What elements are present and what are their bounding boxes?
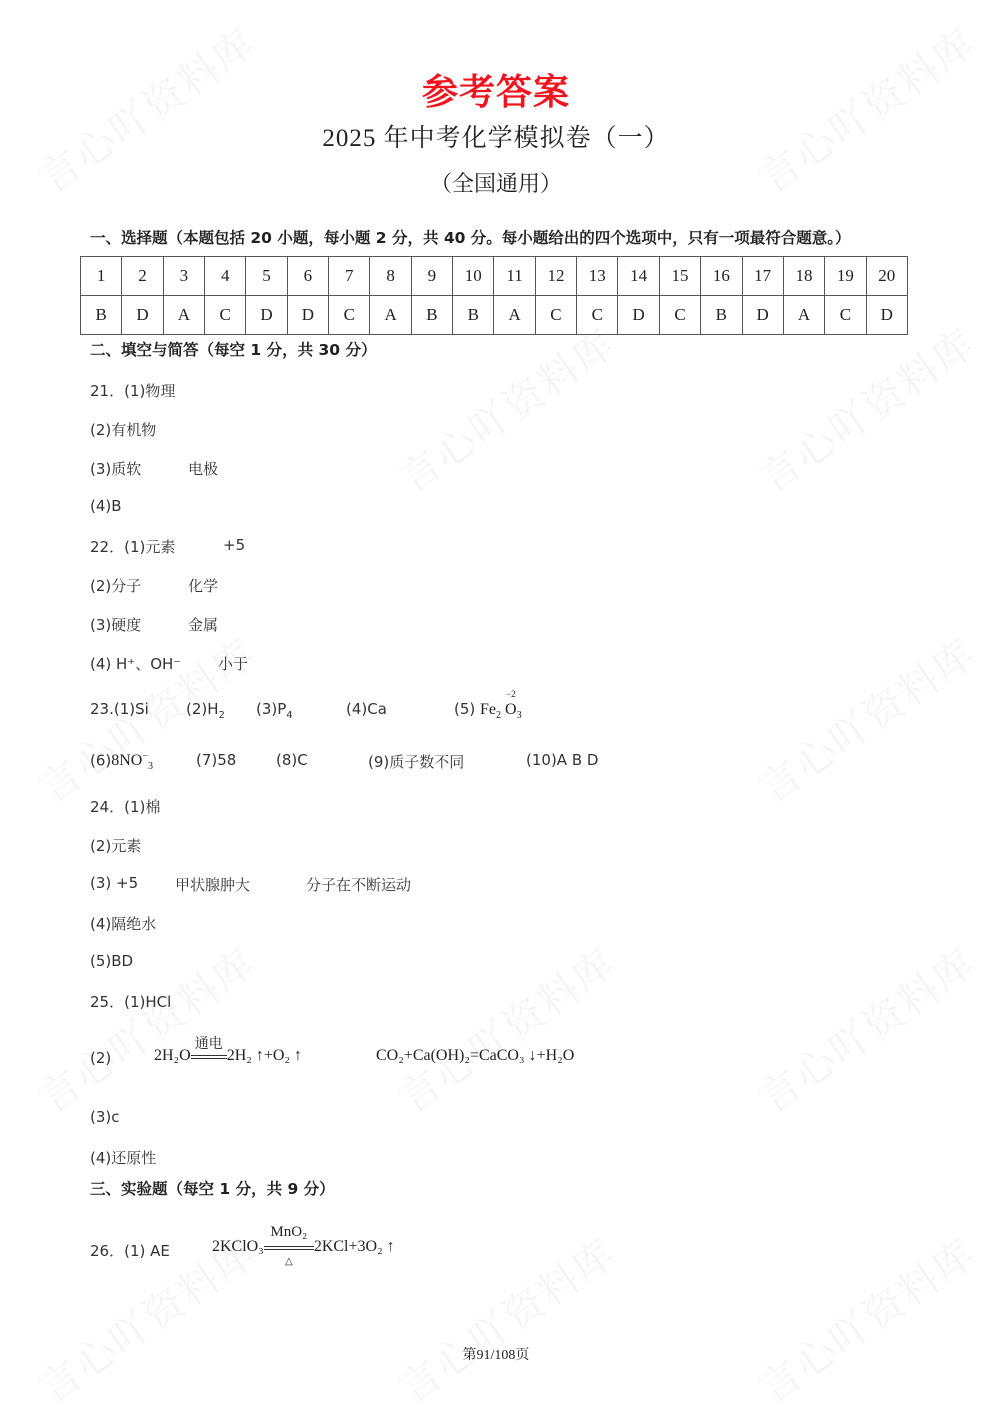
formula-no: 8NO	[111, 752, 143, 770]
question-number-cell: 13	[577, 257, 618, 296]
answer-cell: D	[742, 296, 783, 335]
fe2o3-formula	[480, 689, 522, 722]
question-number-row	[81, 257, 908, 296]
q24-answer-1: 24．(1)棉	[90, 798, 161, 816]
question-number-cell: 9	[411, 257, 452, 296]
answer-cell: B	[453, 296, 494, 335]
question-number-cell: 11	[494, 257, 535, 296]
q25-answer-1: 25．(1)HCl	[90, 993, 172, 1011]
watermark	[386, 1223, 625, 1403]
q23-answer-8: (8)C	[276, 751, 308, 769]
q25-answer-2-label: (2)	[90, 1049, 112, 1067]
answer-cell: C	[659, 296, 700, 335]
electrolysis-equation	[154, 1036, 302, 1065]
q21-answer-4: (4)B	[90, 497, 122, 515]
q24-answer-5: (5)BD	[90, 952, 134, 970]
q22-answer-1a: 22．(1)元素	[90, 538, 176, 556]
q23-answer-2-label: (2)H	[186, 700, 219, 718]
q23-answer-2	[186, 700, 225, 721]
section-1-heading: 一、选择题（本题包括 20 小题，每小题 2 分，共 40 分。每小题给出的四个选项中，只有一项最符合题意。）	[90, 229, 851, 247]
answer-cell: B	[701, 296, 742, 335]
formula-charge: −	[142, 751, 148, 762]
answer-cell: B	[81, 296, 122, 335]
valence-mark: −2	[506, 689, 516, 699]
formula-o: O	[505, 701, 517, 718]
answer-cell: D	[618, 296, 659, 335]
limewater-equation: CO₂+Ca(OH)₂=CaCO₃ ↓+H₂O	[376, 1047, 575, 1064]
answer-cell: D	[246, 296, 287, 335]
q21-answer-2: (2)有机物	[90, 421, 157, 439]
question-number-cell: 2	[122, 257, 163, 296]
formula-fe-sub: 2	[496, 710, 502, 722]
q24-answer-3a: (3) +5	[90, 874, 139, 892]
reaction-condition-arrow	[191, 1036, 227, 1059]
question-number-cell: 17	[742, 257, 783, 296]
equation-products: 2H₂ ↑+O₂ ↑	[226, 1047, 302, 1064]
q25-answer-3: (3)c	[90, 1108, 120, 1126]
question-number-cell: 10	[453, 257, 494, 296]
q22-answer-3b: 金属	[188, 616, 219, 634]
q22-answer-4a: (4) H⁺、OH⁻	[90, 655, 182, 673]
question-number-cell: 4	[205, 257, 246, 296]
q25-answer-4: (4)还原性	[90, 1149, 157, 1167]
formula-sub: 3	[148, 761, 153, 773]
watermark	[386, 313, 625, 504]
equals-bars	[191, 1055, 227, 1059]
q26-answer-1-label: 26．(1) AE	[90, 1242, 170, 1260]
q23-answer-5-label: (5)	[454, 700, 476, 718]
page-indicator: 第91/108页	[462, 1348, 530, 1363]
watermark	[746, 623, 985, 814]
answer-cell: C	[329, 296, 370, 335]
q22-answer-2a: (2)分子	[90, 577, 142, 595]
q23-answer-1: 23.(1)Si	[90, 700, 149, 718]
equals-bars	[264, 1246, 314, 1250]
question-number-cell: 14	[618, 257, 659, 296]
q23-answer-6-label: (6)	[90, 751, 112, 770]
q21-answer-3a: (3)质软	[90, 460, 142, 478]
exam-subtitle: （全国通用）	[429, 172, 562, 197]
answer-cell: C	[535, 296, 576, 335]
q24-answer-3b: 甲状腺肿大	[175, 876, 251, 894]
formula-o-sub: 3	[516, 710, 522, 722]
answer-cell: C	[205, 296, 246, 335]
answer-table	[80, 256, 908, 335]
q22-answer-1b: +5	[223, 536, 246, 554]
answer-key-title: 参考答案	[421, 72, 570, 113]
watermark	[386, 933, 625, 1124]
q23-answer-3-sub: 4	[286, 710, 293, 721]
question-number-cell: 20	[866, 257, 907, 296]
q23-answer-5	[454, 689, 522, 722]
q23-answer-6	[90, 751, 153, 773]
section-3-heading: 三、实验题（每空 1 分，共 9 分）	[90, 1180, 335, 1198]
q23-answer-2-sub: 2	[218, 710, 225, 721]
q22-answer-3a: (3)硬度	[90, 616, 142, 634]
q23-answer-9: (9)质子数不同	[368, 753, 465, 771]
answer-cell: A	[494, 296, 535, 335]
equation-products: 2KCl+3O₂ ↑	[313, 1238, 395, 1255]
exam-title: 2025 年中考化学模拟卷（一）	[322, 125, 670, 152]
question-number-cell: 12	[535, 257, 576, 296]
question-number-cell: 1	[81, 257, 122, 296]
answer-cell: A	[163, 296, 204, 335]
q23-answer-3	[256, 700, 293, 721]
answer-row	[81, 296, 908, 335]
q21-answer-3b: 电极	[188, 460, 219, 478]
q21-answer-1: 21．(1)物理	[90, 382, 176, 400]
question-number-cell: 5	[246, 257, 287, 296]
q24-answer-2: (2)元素	[90, 837, 142, 855]
answer-cell: D	[287, 296, 328, 335]
answer-cell: A	[370, 296, 411, 335]
equation-reactants: 2KClO₃	[212, 1238, 264, 1255]
section-2-heading: 二、填空与简答（每空 1 分，共 30 分）	[90, 341, 377, 359]
watermark	[746, 313, 985, 504]
formula-fe: Fe	[480, 701, 497, 718]
question-number-cell: 18	[783, 257, 824, 296]
answer-cell: B	[411, 296, 452, 335]
answer-cell: D	[122, 296, 163, 335]
q23-answer-3-label: (3)P	[256, 700, 287, 718]
nitrate-formula	[111, 751, 153, 773]
question-number-cell: 3	[163, 257, 204, 296]
answer-cell: C	[577, 296, 618, 335]
question-number-cell: 8	[370, 257, 411, 296]
q23-answer-7: (7)58	[196, 751, 237, 769]
kclo3-decomposition-equation	[212, 1224, 395, 1268]
q22-answer-2b: 化学	[188, 577, 219, 595]
heat-condition: △	[284, 1256, 293, 1268]
equation-reactants: 2H₂O	[154, 1047, 191, 1064]
watermark	[746, 933, 985, 1124]
q22-answer-4b: 小于	[218, 655, 249, 673]
question-number-cell: 7	[329, 257, 370, 296]
catalyst-condition: MnO₂	[270, 1224, 308, 1241]
reaction-condition: 通电	[194, 1036, 223, 1053]
answer-cell: A	[783, 296, 824, 335]
reaction-condition-arrow	[264, 1224, 314, 1268]
question-number-cell: 6	[287, 257, 328, 296]
q23-answer-4: (4)Ca	[346, 700, 387, 718]
q24-answer-3c: 分子在不断运动	[306, 876, 412, 894]
question-number-cell: 16	[701, 257, 742, 296]
watermark	[26, 623, 265, 814]
answer-cell: C	[825, 296, 866, 335]
answer-cell: D	[866, 296, 907, 335]
question-number-cell: 19	[825, 257, 866, 296]
q23-answer-10: (10)A B D	[526, 751, 599, 769]
q24-answer-4: (4)隔绝水	[90, 915, 157, 933]
question-number-cell: 15	[659, 257, 700, 296]
watermark	[746, 1223, 985, 1403]
formula-o-with-valence	[505, 689, 517, 719]
watermark	[26, 933, 265, 1124]
